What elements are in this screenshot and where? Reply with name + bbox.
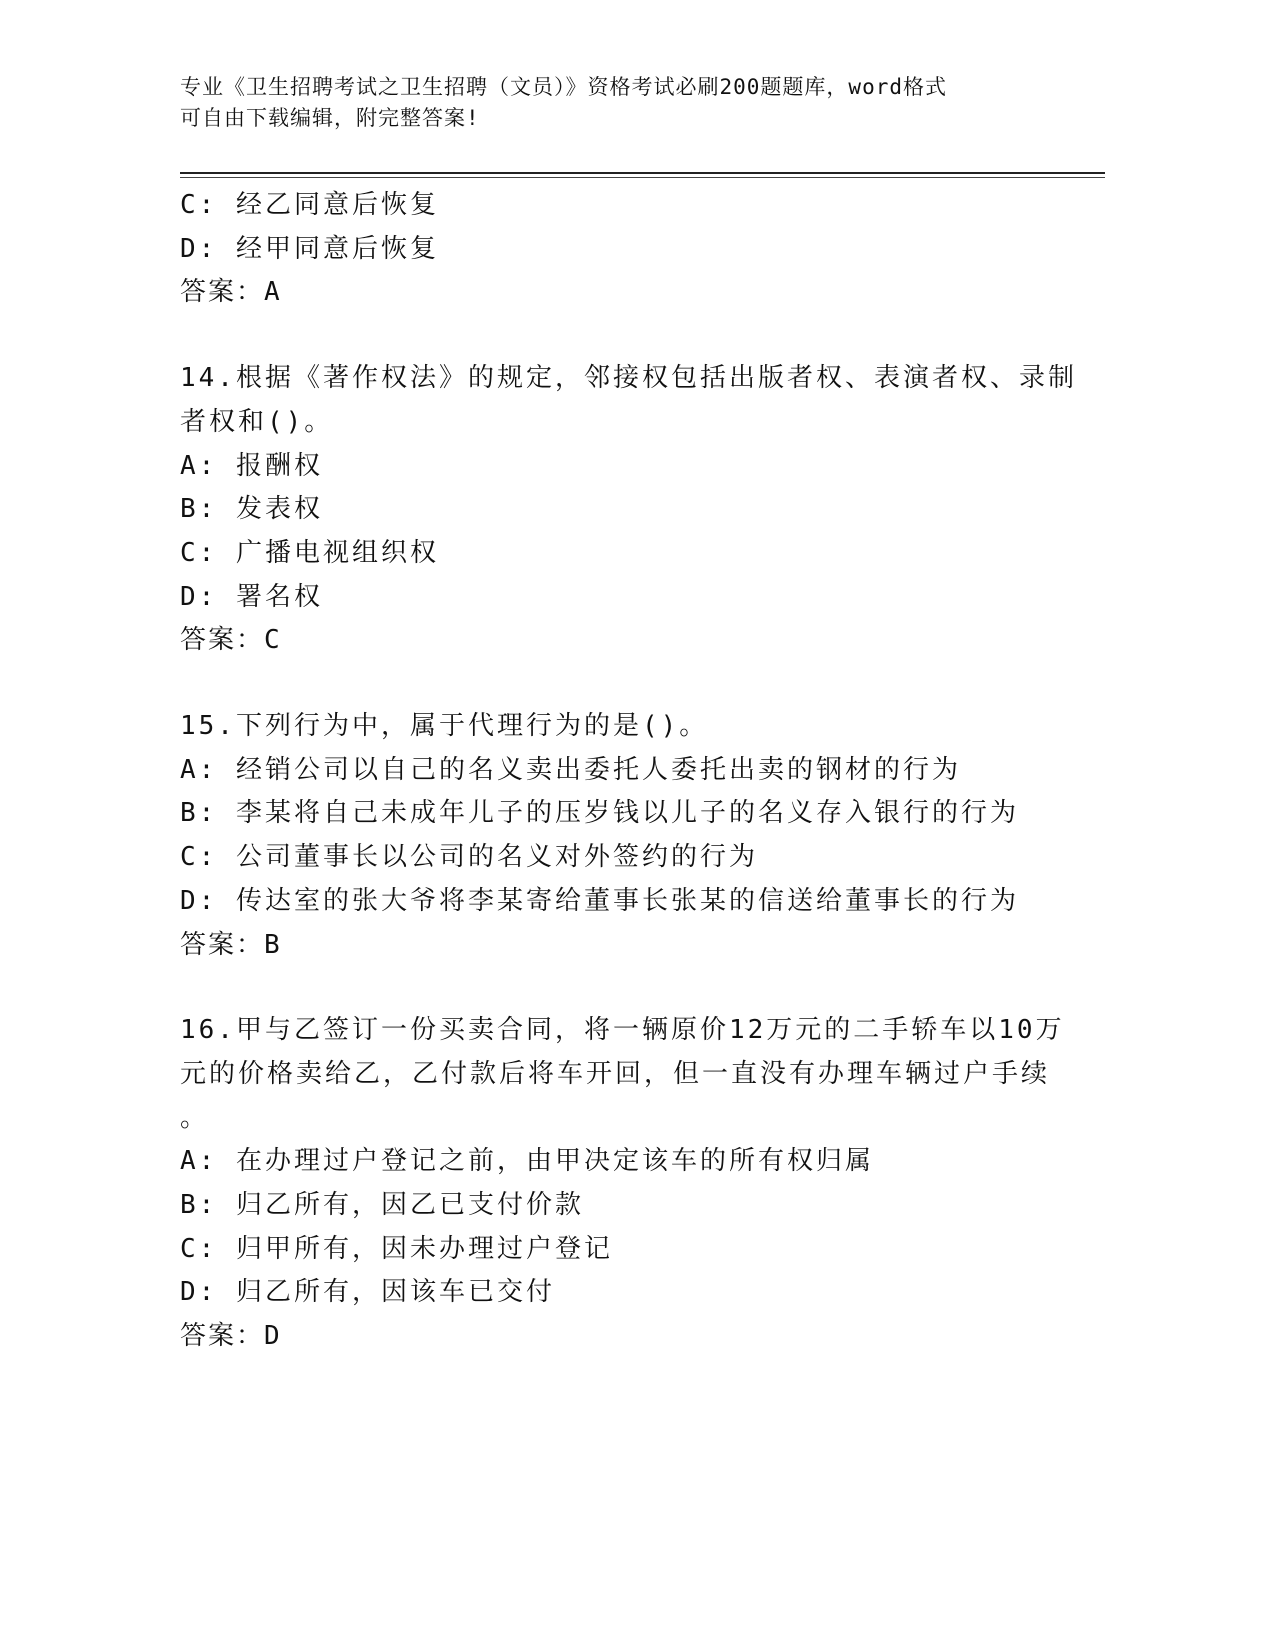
page-header: [180, 72, 1040, 134]
answer-line: [180, 271, 1080, 315]
option-b: B: 归乙所有，因乙已支付价款: [180, 1190, 584, 1221]
document-body: [180, 184, 1080, 1359]
option-d: D: 经甲同意后恢复: [180, 233, 439, 264]
question-continuation: [180, 184, 1080, 315]
question-stem-line: 者权和()。: [180, 406, 334, 437]
answer-line: [180, 1315, 1080, 1359]
option-b: B: 李某将自己未成年儿子的压岁钱以儿子的名义存入银行的行为: [180, 798, 1019, 829]
answer-label: 答案：: [180, 277, 265, 308]
answer-line: [180, 619, 1080, 663]
option-d: D: 传达室的张大爷将李某寄给董事长张某的信送给董事长的行为: [180, 885, 1019, 916]
option-a: A: 报酬权: [180, 450, 323, 481]
question-stem-line: 15.下列行为中，属于代理行为的是()。: [180, 711, 709, 742]
option-c: C: 广播电视组织权: [180, 537, 439, 568]
answer-value: A: [264, 277, 282, 308]
question-stem-line: 。: [180, 1102, 210, 1133]
question-stem-line: 16.甲与乙签订一份买卖合同，将一辆原价12万元的二手轿车以10万: [180, 1015, 1065, 1046]
answer-value: C: [264, 625, 282, 656]
question-stem-line: 元的价格卖给乙，乙付款后将车开回，但一直没有办理车辆过户手续: [180, 1058, 1051, 1089]
option-b: B: 发表权: [180, 494, 323, 525]
header-divider-thick: [180, 172, 1105, 174]
question-14: [180, 357, 1080, 663]
answer-value: B: [264, 929, 282, 960]
option-d: D: 署名权: [180, 581, 323, 612]
header-line-2: 可自由下载编辑，附完整答案!: [180, 106, 480, 130]
question-16: [180, 1009, 1080, 1359]
option-a: A: 经销公司以自己的名义卖出委托人委托出卖的钢材的行为: [180, 754, 961, 785]
answer-value: D: [264, 1321, 282, 1352]
option-a: A: 在办理过户登记之前，由甲决定该车的所有权归属: [180, 1146, 874, 1177]
header-divider-thin: [180, 177, 1105, 178]
answer-label: 答案：: [180, 929, 265, 960]
question-stem-line: 14.根据《著作权法》的规定，邻接权包括出版者权、表演者权、录制: [180, 363, 1077, 394]
option-d: D: 归乙所有，因该车已交付: [180, 1277, 555, 1308]
answer-label: 答案：: [180, 1321, 265, 1352]
option-c: C: 经乙同意后恢复: [180, 190, 439, 220]
option-c: C: 归甲所有，因未办理过户登记: [180, 1233, 613, 1264]
header-line-1: 专业《卫生招聘考试之卫生招聘（文员）》资格考试必刷200题题库，word格式: [180, 75, 947, 99]
question-15: [180, 705, 1080, 967]
answer-line: [180, 924, 1080, 968]
answer-label: 答案：: [180, 625, 265, 656]
option-c: C: 公司董事长以公司的名义对外签约的行为: [180, 842, 758, 873]
